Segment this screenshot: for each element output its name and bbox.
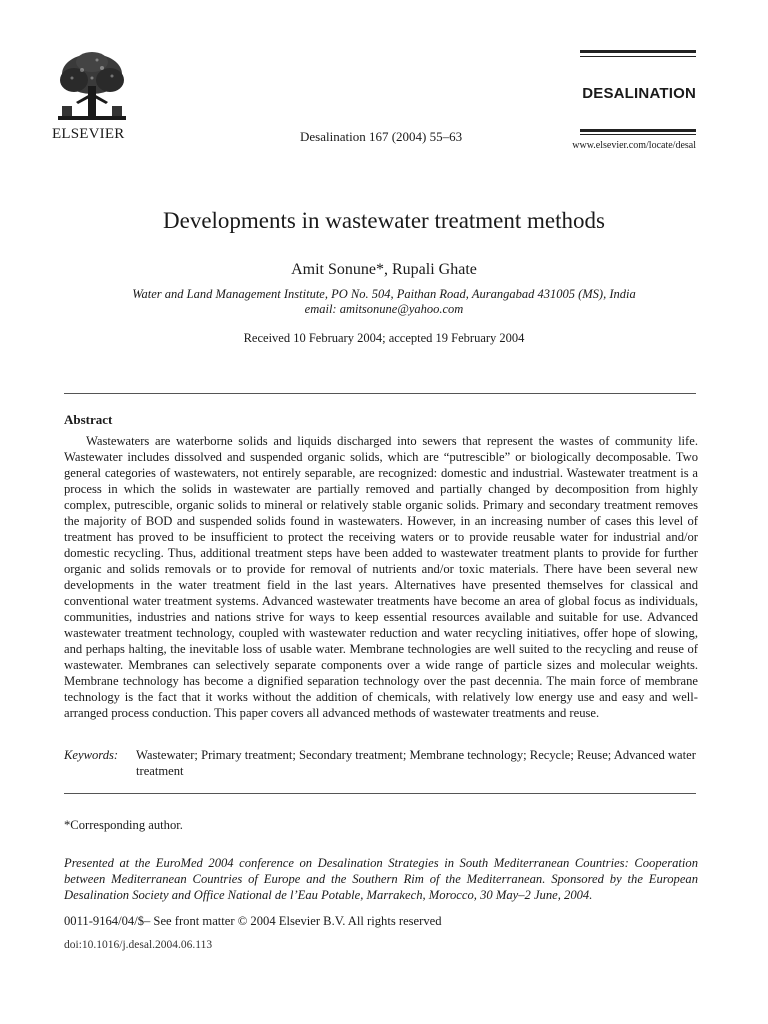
journal-rule-bottom: [580, 129, 696, 135]
abstract-heading: Abstract: [64, 412, 113, 427]
paper-title: Developments in wastewater treatment methods: [163, 208, 605, 233]
journal-name: DESALINATION: [582, 85, 696, 102]
affiliation-email[interactable]: email: amitsonune@yahoo.com: [304, 302, 464, 316]
tree-logo-icon: [52, 50, 132, 128]
publisher-name: ELSEVIER: [52, 126, 125, 142]
author-affiliation: [0, 287, 768, 317]
affiliation-institute: Water and Land Management Institute, PO No. 504, Paithan Road, Aurangabad 431005 (MS), India: [132, 287, 636, 301]
keywords-label: Keywords:: [64, 748, 119, 762]
divider-bottom: [64, 793, 696, 794]
copyright-line: 0011-9164/04/$– See front matter © 2004 Elsevier B.V. All rights reserved: [64, 914, 442, 928]
divider-top: [64, 393, 696, 394]
journal-rule-top: [580, 50, 696, 57]
conference-note: Presented at the EuroMed 2004 conference on Desalination Strategies in South Mediterranean Countries: Cooperation between Mediterranean Countries of Europe and the Southern Rim of the Mediterranean. Sponsored by the European Desalination Society and Office National de l’Eau Potable, Marrakech, Morocco, 30 May–2 June, 2004.: [64, 856, 698, 902]
paper-authors: Amit Sonune*, Rupali Ghate: [291, 261, 477, 278]
keywords-text: Wastewater; Primary treatment; Secondary treatment; Membrane technology; Recycle; Reuse; Advanced water treatment: [136, 748, 696, 778]
received-accepted-dates: Received 10 February 2004; accepted 19 February 2004: [243, 331, 525, 345]
journal-citation: Desalination 167 (2004) 55–63: [300, 129, 463, 144]
doi-line[interactable]: doi:10.1016/j.desal.2004.06.113: [64, 939, 213, 951]
abstract-body: Wastewaters are waterborne solids and liquids discharged into sewers that represent the wastes of community life. Wastewater includes dissolved and suspended organic solids, which are “putrescible” or biologically decomposable. Two general categories of wastewaters, not entirely separable, are recognized: domestic and industrial. Wastewater treatment is a process in which the solids in wastewater are partially removed and partially changed by decomposition from highly complex, putrescible, organic solids to mineral or relatively stable organic solids. Primary and secondary treatment removes the majority of BOD and suspended solids found in wastewaters. However, in an increasing number of cases this level of treatment has proved to be insufficient to protect the receiving waters or to provide reusable water for industrial and/or domestic recycling. Thus, additional treatment steps have been added to wastewater treatment plants to provide for further organic and solids removals or to provide for removal of nutrients and/or toxic materials. There have been several new developments in the water treatment field in the last years. Alternatives have presented themselves for classical and conventional water treatment systems. Advanced wastewater treatments have become an area of global focus as individuals, communities, industries and nations strive for ways to keep essential resources available and suitable for use. Advanced wastewater treatment technology, coupled with wastewater reduction and water recycling initiatives, offer hope of slowing, and perhaps halting, the inevitable loss of usable water. Membrane technologies are well suited to the recycling and reuse of wastewater. Membranes can selectively separate components over a wide range of particle sizes and molecular weights. Membrane technology has become a dignified separation technology over the past decennia. The main force of membrane technology is the fact that it works without the addition of chemicals, with relatively low energy use and easy and well-arranged process conduction. This paper covers all advanced methods of wastewater treatments and reuse.: [64, 434, 698, 720]
keywords: [64, 747, 698, 779]
elsevier-tree-logo: [52, 50, 132, 128]
journal-url[interactable]: www.elsevier.com/locate/desal: [572, 140, 696, 151]
corresponding-author-note: *Corresponding author.: [64, 818, 183, 832]
